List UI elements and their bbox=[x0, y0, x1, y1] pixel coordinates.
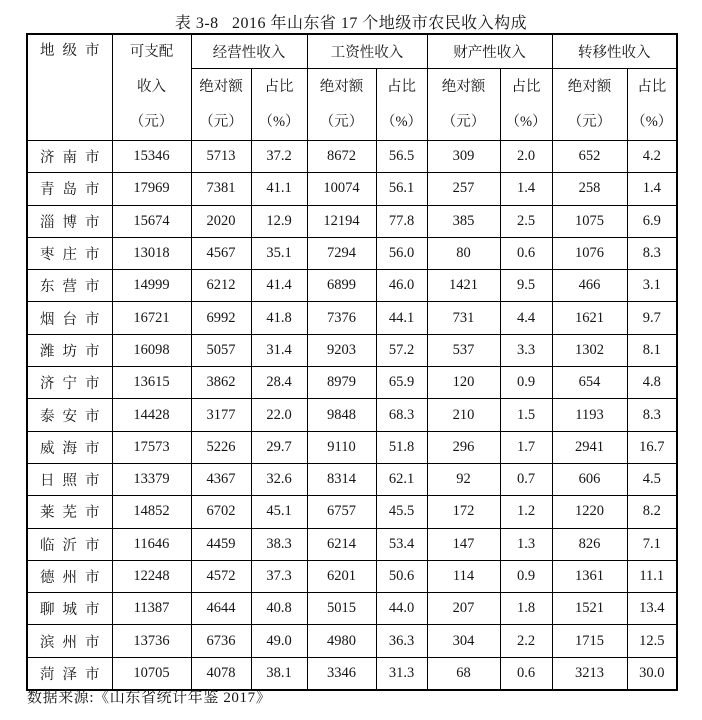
value-cell: 46.0 bbox=[376, 270, 427, 302]
value-cell: 5713 bbox=[191, 141, 251, 173]
city-cell: 德州市 bbox=[27, 560, 112, 592]
header-property-absolute: 绝对额 （元） bbox=[427, 69, 500, 141]
value-cell: 15346 bbox=[112, 141, 191, 173]
value-cell: 1.3 bbox=[500, 528, 552, 560]
value-cell: 68 bbox=[427, 657, 500, 690]
value-cell: 16098 bbox=[112, 334, 191, 366]
value-cell: 22.0 bbox=[251, 399, 307, 431]
value-cell: 606 bbox=[552, 463, 627, 495]
value-cell: 309 bbox=[427, 141, 500, 173]
value-cell: 41.8 bbox=[251, 302, 307, 334]
value-cell: 3.3 bbox=[500, 334, 552, 366]
city-cell: 临沂市 bbox=[27, 528, 112, 560]
city-cell: 泰安市 bbox=[27, 399, 112, 431]
header-property-share: 占比 （%） bbox=[500, 69, 552, 141]
data-source: 数据来源:《山东省统计年鉴 2017》 bbox=[27, 690, 272, 706]
value-cell: 77.8 bbox=[376, 205, 427, 237]
value-cell: 1.7 bbox=[500, 431, 552, 463]
value-cell: 1715 bbox=[552, 625, 627, 657]
value-cell: 28.4 bbox=[251, 367, 307, 399]
value-cell: 13018 bbox=[112, 237, 191, 269]
value-cell: 45.5 bbox=[376, 496, 427, 528]
header-transfer-absolute: 绝对额 （元） bbox=[552, 69, 627, 141]
value-cell: 304 bbox=[427, 625, 500, 657]
value-cell: 80 bbox=[427, 237, 500, 269]
value-cell: 7294 bbox=[307, 237, 376, 269]
value-cell: 16721 bbox=[112, 302, 191, 334]
value-cell: 12.9 bbox=[251, 205, 307, 237]
value-cell: 37.2 bbox=[251, 141, 307, 173]
value-cell: 38.1 bbox=[251, 657, 307, 690]
city-cell: 东营市 bbox=[27, 270, 112, 302]
value-cell: 6702 bbox=[191, 496, 251, 528]
value-cell: 35.1 bbox=[251, 237, 307, 269]
table-row bbox=[27, 463, 677, 495]
value-cell: 4078 bbox=[191, 657, 251, 690]
value-cell: 9203 bbox=[307, 334, 376, 366]
value-cell: 1076 bbox=[552, 237, 627, 269]
table-title: 表 3-8 2016 年山东省 17 个地级市农民收入构成 bbox=[174, 15, 528, 32]
value-cell: 8979 bbox=[307, 367, 376, 399]
value-cell: 14428 bbox=[112, 399, 191, 431]
value-cell: 0.9 bbox=[500, 560, 552, 592]
value-cell: 8314 bbox=[307, 463, 376, 495]
header-group-row bbox=[27, 34, 677, 69]
value-cell: 56.5 bbox=[376, 141, 427, 173]
value-cell: 10705 bbox=[112, 657, 191, 690]
value-cell: 4.4 bbox=[500, 302, 552, 334]
value-cell: 1302 bbox=[552, 334, 627, 366]
value-cell: 12194 bbox=[307, 205, 376, 237]
header-operating-share: 占比 （%） bbox=[251, 69, 307, 141]
value-cell: 2.5 bbox=[500, 205, 552, 237]
header-group-transfer-income: 转移性收入 bbox=[552, 34, 677, 69]
header-operating-absolute: 绝对额 （元） bbox=[191, 69, 251, 141]
value-cell: 65.9 bbox=[376, 367, 427, 399]
value-cell: 31.3 bbox=[376, 657, 427, 690]
value-cell: 6899 bbox=[307, 270, 376, 302]
value-cell: 15674 bbox=[112, 205, 191, 237]
value-cell: 0.6 bbox=[500, 237, 552, 269]
value-cell: 537 bbox=[427, 334, 500, 366]
value-cell: 13615 bbox=[112, 367, 191, 399]
table-row bbox=[27, 528, 677, 560]
value-cell: 14852 bbox=[112, 496, 191, 528]
header-transfer-share: 占比 （%） bbox=[627, 69, 677, 141]
value-cell: 1193 bbox=[552, 399, 627, 431]
table-row bbox=[27, 367, 677, 399]
value-cell: 11387 bbox=[112, 593, 191, 625]
value-cell: 4.2 bbox=[627, 141, 677, 173]
value-cell: 296 bbox=[427, 431, 500, 463]
value-cell: 1220 bbox=[552, 496, 627, 528]
value-cell: 9110 bbox=[307, 431, 376, 463]
table-body bbox=[27, 141, 677, 691]
value-cell: 8.3 bbox=[627, 237, 677, 269]
value-cell: 38.3 bbox=[251, 528, 307, 560]
city-cell: 莱芜市 bbox=[27, 496, 112, 528]
city-cell: 潍坊市 bbox=[27, 334, 112, 366]
value-cell: 207 bbox=[427, 593, 500, 625]
value-cell: 9.7 bbox=[627, 302, 677, 334]
value-cell: 826 bbox=[552, 528, 627, 560]
value-cell: 6201 bbox=[307, 560, 376, 592]
value-cell: 37.3 bbox=[251, 560, 307, 592]
value-cell: 6214 bbox=[307, 528, 376, 560]
value-cell: 12248 bbox=[112, 560, 191, 592]
value-cell: 16.7 bbox=[627, 431, 677, 463]
value-cell: 6212 bbox=[191, 270, 251, 302]
value-cell: 8672 bbox=[307, 141, 376, 173]
value-cell: 5015 bbox=[307, 593, 376, 625]
value-cell: 4980 bbox=[307, 625, 376, 657]
table-row bbox=[27, 237, 677, 269]
table-row bbox=[27, 270, 677, 302]
value-cell: 57.2 bbox=[376, 334, 427, 366]
value-cell: 12.5 bbox=[627, 625, 677, 657]
header-wage-absolute: 绝对额 （元） bbox=[307, 69, 376, 141]
value-cell: 114 bbox=[427, 560, 500, 592]
value-cell: 258 bbox=[552, 173, 627, 205]
table-row bbox=[27, 141, 677, 173]
value-cell: 62.1 bbox=[376, 463, 427, 495]
city-cell: 日照市 bbox=[27, 463, 112, 495]
value-cell: 5226 bbox=[191, 431, 251, 463]
value-cell: 7376 bbox=[307, 302, 376, 334]
table-row bbox=[27, 205, 677, 237]
value-cell: 32.6 bbox=[251, 463, 307, 495]
header-wage-share: 占比 （%） bbox=[376, 69, 427, 141]
header-group-property-income: 财产性收入 bbox=[427, 34, 552, 69]
value-cell: 6.9 bbox=[627, 205, 677, 237]
city-cell: 烟台市 bbox=[27, 302, 112, 334]
value-cell: 2020 bbox=[191, 205, 251, 237]
table-row bbox=[27, 496, 677, 528]
table-row bbox=[27, 431, 677, 463]
value-cell: 172 bbox=[427, 496, 500, 528]
value-cell: 4367 bbox=[191, 463, 251, 495]
value-cell: 4644 bbox=[191, 593, 251, 625]
table-row bbox=[27, 593, 677, 625]
value-cell: 4567 bbox=[191, 237, 251, 269]
city-cell: 威海市 bbox=[27, 431, 112, 463]
value-cell: 30.0 bbox=[627, 657, 677, 690]
value-cell: 6757 bbox=[307, 496, 376, 528]
value-cell: 13379 bbox=[112, 463, 191, 495]
table-row bbox=[27, 173, 677, 205]
value-cell: 1.2 bbox=[500, 496, 552, 528]
value-cell: 1.5 bbox=[500, 399, 552, 431]
value-cell: 53.4 bbox=[376, 528, 427, 560]
table-row bbox=[27, 399, 677, 431]
value-cell: 14999 bbox=[112, 270, 191, 302]
value-cell: 654 bbox=[552, 367, 627, 399]
value-cell: 10074 bbox=[307, 173, 376, 205]
value-cell: 56.1 bbox=[376, 173, 427, 205]
city-cell: 济南市 bbox=[27, 141, 112, 173]
value-cell: 1.4 bbox=[627, 173, 677, 205]
value-cell: 466 bbox=[552, 270, 627, 302]
value-cell: 56.0 bbox=[376, 237, 427, 269]
city-cell: 滨州市 bbox=[27, 625, 112, 657]
value-cell: 120 bbox=[427, 367, 500, 399]
value-cell: 8.1 bbox=[627, 334, 677, 366]
value-cell: 1361 bbox=[552, 560, 627, 592]
value-cell: 147 bbox=[427, 528, 500, 560]
city-cell: 枣庄市 bbox=[27, 237, 112, 269]
value-cell: 1075 bbox=[552, 205, 627, 237]
value-cell: 1421 bbox=[427, 270, 500, 302]
value-cell: 92 bbox=[427, 463, 500, 495]
value-cell: 13736 bbox=[112, 625, 191, 657]
value-cell: 68.3 bbox=[376, 399, 427, 431]
value-cell: 257 bbox=[427, 173, 500, 205]
value-cell: 49.0 bbox=[251, 625, 307, 657]
header-city bbox=[27, 34, 112, 141]
city-cell: 济宁市 bbox=[27, 367, 112, 399]
value-cell: 11646 bbox=[112, 528, 191, 560]
value-cell: 41.1 bbox=[251, 173, 307, 205]
value-cell: 3862 bbox=[191, 367, 251, 399]
value-cell: 6992 bbox=[191, 302, 251, 334]
header-disposable-income: 可支配 收入 （元） bbox=[112, 34, 191, 141]
value-cell: 1.4 bbox=[500, 173, 552, 205]
table-row bbox=[27, 625, 677, 657]
value-cell: 3177 bbox=[191, 399, 251, 431]
value-cell: 0.7 bbox=[500, 463, 552, 495]
table-row bbox=[27, 334, 677, 366]
value-cell: 4.5 bbox=[627, 463, 677, 495]
value-cell: 0.6 bbox=[500, 657, 552, 690]
city-cell: 淄博市 bbox=[27, 205, 112, 237]
value-cell: 7.1 bbox=[627, 528, 677, 560]
value-cell: 45.1 bbox=[251, 496, 307, 528]
value-cell: 5057 bbox=[191, 334, 251, 366]
value-cell: 731 bbox=[427, 302, 500, 334]
income-table bbox=[26, 33, 678, 691]
value-cell: 1521 bbox=[552, 593, 627, 625]
city-cell: 聊城市 bbox=[27, 593, 112, 625]
value-cell: 2.2 bbox=[500, 625, 552, 657]
value-cell: 29.7 bbox=[251, 431, 307, 463]
value-cell: 9.5 bbox=[500, 270, 552, 302]
value-cell: 44.1 bbox=[376, 302, 427, 334]
value-cell: 385 bbox=[427, 205, 500, 237]
value-cell: 17573 bbox=[112, 431, 191, 463]
table-row bbox=[27, 302, 677, 334]
value-cell: 652 bbox=[552, 141, 627, 173]
value-cell: 11.1 bbox=[627, 560, 677, 592]
value-cell: 4459 bbox=[191, 528, 251, 560]
city-cell: 菏泽市 bbox=[27, 657, 112, 690]
value-cell: 3213 bbox=[552, 657, 627, 690]
table-row bbox=[27, 560, 677, 592]
value-cell: 9848 bbox=[307, 399, 376, 431]
city-cell: 青岛市 bbox=[27, 173, 112, 205]
value-cell: 44.0 bbox=[376, 593, 427, 625]
table-header bbox=[27, 34, 677, 141]
value-cell: 36.3 bbox=[376, 625, 427, 657]
header-group-wage-income: 工资性收入 bbox=[307, 34, 427, 69]
header-group-operating-income: 经营性收入 bbox=[191, 34, 307, 69]
value-cell: 4.8 bbox=[627, 367, 677, 399]
header-city-label: 地级市 bbox=[40, 43, 108, 59]
value-cell: 8.3 bbox=[627, 399, 677, 431]
value-cell: 41.4 bbox=[251, 270, 307, 302]
value-cell: 3.1 bbox=[627, 270, 677, 302]
value-cell: 13.4 bbox=[627, 593, 677, 625]
value-cell: 51.8 bbox=[376, 431, 427, 463]
value-cell: 0.9 bbox=[500, 367, 552, 399]
value-cell: 1621 bbox=[552, 302, 627, 334]
value-cell: 7381 bbox=[191, 173, 251, 205]
value-cell: 8.2 bbox=[627, 496, 677, 528]
value-cell: 2941 bbox=[552, 431, 627, 463]
value-cell: 1.8 bbox=[500, 593, 552, 625]
value-cell: 17969 bbox=[112, 173, 191, 205]
value-cell: 3346 bbox=[307, 657, 376, 690]
value-cell: 2.0 bbox=[500, 141, 552, 173]
value-cell: 4572 bbox=[191, 560, 251, 592]
value-cell: 40.8 bbox=[251, 593, 307, 625]
value-cell: 210 bbox=[427, 399, 500, 431]
value-cell: 31.4 bbox=[251, 334, 307, 366]
value-cell: 6736 bbox=[191, 625, 251, 657]
value-cell: 50.6 bbox=[376, 560, 427, 592]
